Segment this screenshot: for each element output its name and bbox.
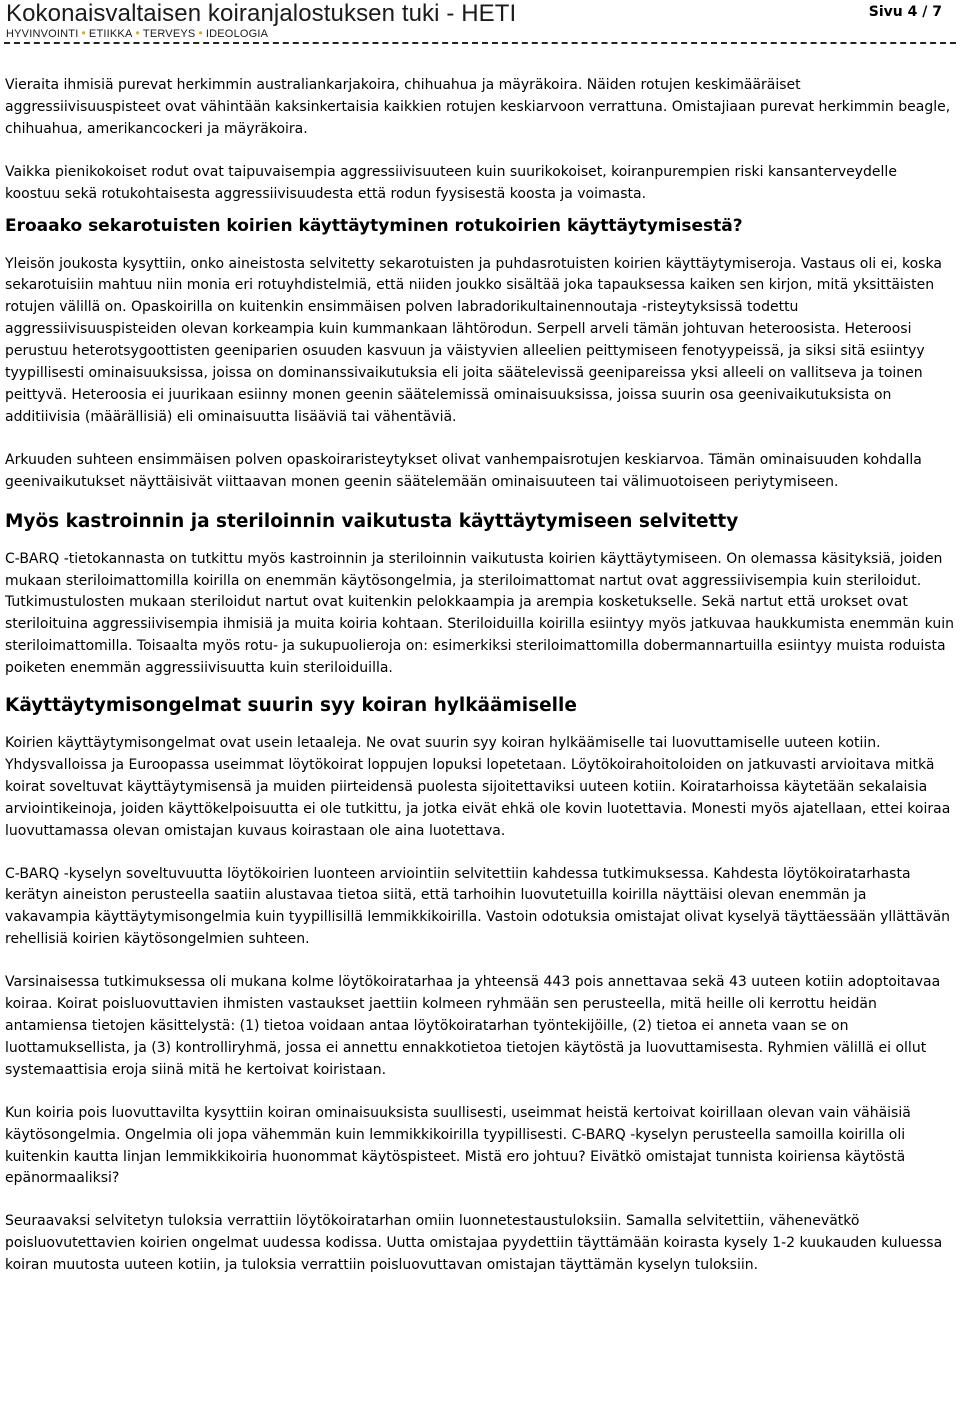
paragraph: Arkuuden suhteen ensimmäisen polven opaskoiraristeytykset olivat vanhempaisrotujen keskiarvoa. Tämän ominaisuuden kohdalla geenivaikutukset näyttäisivät viittaavan monen geenin säätelemään ominaisuuteen tai välimuotoiseen periytymiseen.	[5, 451, 922, 490]
header-divider	[4, 42, 956, 44]
paragraph: C-BARQ -tietokannasta on tutkittu myös kastroinnin ja steriloinnin vaikutusta koirien käyttäytymiseen. On olemassa käsityksiä, joiden mukaan steriloimattomilla koirilla on enemmän käytösongelmia, ja steriloimattomat nartut ovat aggressiivisempia kuin steriloidut. Tutkimustulosten mukaan steriloidut nartut ovat kuitenkin pelokkaampia ja arempia kosketukselle. Sekä nartut että urokset ovat steriloituina aggressiivisempia ihmisiä ja muita koiria kohtaan. Steriloiduilla koirilla esiintyy myös jatkuvaa haukkumista enemmän kuin steriloimattomilla. Toisaalta myös rotu- ja sukupuolieroja on: esimerkiksi steriloimattomilla dobermannartuilla esiintyy muista roduista poiketen enemmän aggressiivisuutta kuin steriloiduilla.	[5, 550, 954, 677]
bullet-dot-icon: •	[81, 26, 86, 40]
subtitle-item: TERVEYS	[142, 28, 196, 40]
subtitle-item: ETIIKKA	[88, 28, 133, 40]
page-header	[0, 0, 960, 48]
paragraph: Koirien käyttäytymisongelmat ovat usein letaaleja. Ne ovat suurin syy koiran hylkäämiselle tai luovuttamiselle uuteen kotiin. Yhdysvalloissa ja Euroopassa useimmat löytökoirat loppujen lopuksi lopetetaan. Löytökoirahoitoloiden on jatkuvasti arvioitava mitkä koirat soveltuvat käyttäytymisensä ja muiden piirteidensä puolesta sijoitettaviksi uuteen kotiin. Koiratarhoissa käytetään sekalaisia arviointikeinoja, joiden käyttökelpoisuutta ei ole tutkittu, ja jotka eivät ehkä ole kovin luotettavia. Monesti myös ajatellaan, ettei koiraa luovuttamassa olevan omistajan kuvaus koirastaan ole aina luotettava.	[5, 735, 951, 839]
paragraph: Kun koiria pois luovuttavilta kysyttiin koiran ominaisuuksista suullisesti, useimmat heistä kertoivat koirillaan olevan vain vähäisiä käytösongelmia. Ongelmia oli jopa vähemmän kuin lemmikkikoirilla tyypillisesti. C-BARQ -kyselyn perusteella samoilla koirilla oli kuitenkin kautta linjan lemmikkikoiria huonommat käytöspisteet. Mistä ero johtuu? Eivätkö omistajat tunnista koiriensa käytöstä epänormaaliksi?	[5, 1104, 911, 1187]
section-heading: Käyttäytymisongelmat suurin syy koiran hylkäämiselle	[5, 695, 577, 717]
bullet-dot-icon: •	[198, 26, 203, 40]
subtitle-item: IDEOLOGIA	[205, 28, 269, 40]
paragraph: Vieraita ihmisiä purevat herkimmin australiankarjakoira, chihuahua ja mäyräkoira. Näiden rotujen keskimääräiset aggressiivisuuspisteet ovat vähintään kaksinkertaisia kaikkien rotujen keskiarvoon verrattuna. Omistajiaan purevat herkimmin beagle, chihuahua, amerikancockeri ja mäyräkoira.	[5, 77, 951, 137]
paragraph: C-BARQ -kyselyn soveltuvuutta löytökoirien luonteen arviointiin selvitettiin kahdessa tutkimuksessa. Kahdesta löytökoiratarhasta kerätyn aineiston perusteella saatiin alustavaa tietoa siitä, että tarhoihin luovutetuilla koirilla näyttäisi olevan enemmän ja vakavampia käyttäytymisongelmia kuin tyypillisillä lemmikkikoirilla. Vastoin odotuksia omistajat olivat kyselyä täyttäessään yllättävän rehellisiä koirien käytösongelmien suhteen.	[5, 865, 951, 948]
paragraph: Yleisön joukosta kysyttiin, onko aineistosta selvitetty sekarotuisten ja puhdasrotuisten koirien käyttäytymiseroja. Vastaus oli ei, koska sekarotuisiin mahtuu niin monia eri rotuyhdistelmiä, että niiden joukko sisältää joka tapauksessa kaiken sen kirjon, mitä yksittäisten rotujen välillä on. Opaskoirilla on kuitenkin ensimmäisen polven labradorikultainennoutaja -risteytyksissä todettu aggressiivisuuspisteiden olevan korkeampia kuin kummankaan lähtörodun. Serpell arveli tämän johtuvan heteroosista. Heteroosi perustuu heterotsygoottisten geeniparien osuuden kasvuun ja väistyvien alleelien peittymiseen fenotyypeissä, ja siksi sitä esiintyy tyypillisesti ominaisuuksissa, joissa on dominanssivaikutuksia eli joita säätelevissä geenipareissa yksi alleeli on vallitseva ja toinen peittyvä. Heteroosia ei juurikaan esiinny monen geenin säätelemissä ominaisuuksissa, joissa suurin osa geenivaikutuksista on additiivisia (määrällisiä) eli ominaisuutta lisääviä tai vähentäviä.	[5, 255, 942, 425]
page-number: Sivu 4 / 7	[868, 4, 942, 20]
paragraph: Seuraavaksi selvitetyn tuloksia verrattiin löytökoiratarhan omiin luonnetestaustuloksiin. Samalla selvitettiin, vähenevätkö poisluovutettavien koirien ongelmat uudessa kodissa. Uutta omistajaa pyydettiin täyttämään koirasta kysely 1-2 kuukauden kuluessa koiran muutosta uuteen kotiin, ja tuloksia verrattiin poisluovuttavan omistajan täyttämän kyselyn tuloksiin.	[5, 1213, 943, 1274]
document-body	[5, 75, 955, 1277]
paragraph: Vaikka pienikokoiset rodut ovat taipuvaisempia aggressiivisuuteen kuin suurikokoiset, koiranpurempien riski kansanterveydelle koostuu sekä rotukohtaisesta aggressiivisuudesta että rodun fyysisestä koosta ja voimasta.	[5, 163, 897, 202]
bullet-dot-icon: •	[135, 26, 140, 40]
paragraph: Varsinaisessa tutkimuksessa oli mukana kolme löytökoiratarhaa ja yhteensä 443 pois annettavaa sekä 43 uuteen kotiin adoptoitavaa koiraa. Koirat poisluovuttavien ihmisten vastaukset jaettiin kolmeen ryhmään sen perusteella, mitä heille oli kerrottu heidän antamiensa tietojen käsittelystä: (1) tietoa voidaan antaa löytökoiratarhan työntekijöille, (2) tietoa ei anneta vaan se on luottamuksellista, ja (3) kontrolliryhmä, jossa ei annettu ennakkotietoa tietojen käytöstä ja luovuttamisesta. Ryhmien välillä ei ollut systemaattisia eroja siinä mitä he kertoivat koiristaan.	[5, 974, 941, 1078]
section-heading: Eroaako sekarotuisten koirien käyttäytyminen rotukoirien käyttäytymisestä?	[5, 215, 743, 236]
section-heading: Myös kastroinnin ja steriloinnin vaikutusta käyttäytymiseen selvitetty	[5, 510, 739, 532]
subtitle-item: HYVINVOINTI	[6, 28, 79, 40]
brand-title: Kokonaisvaltaisen koiranjalostuksen tuki - HETI	[6, 0, 517, 27]
brand-subtitle	[6, 26, 268, 40]
